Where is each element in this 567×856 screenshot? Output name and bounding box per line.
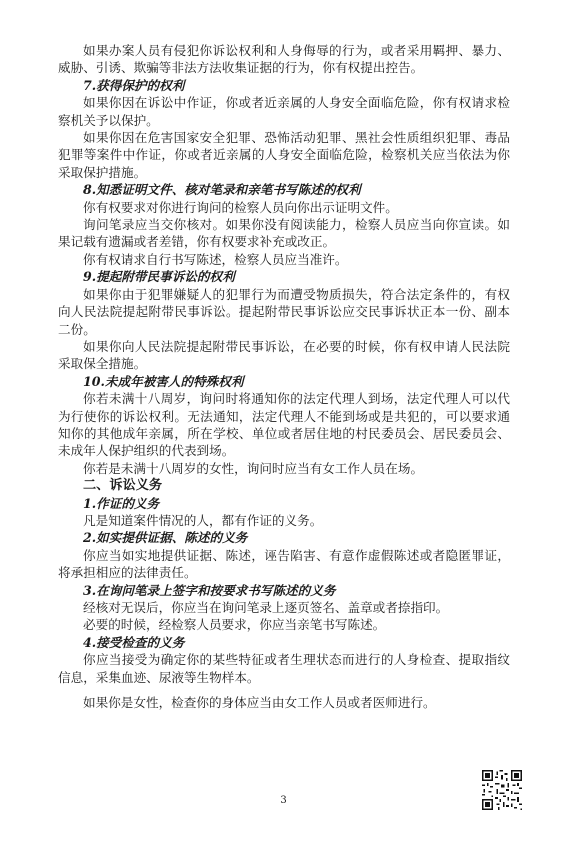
document-body <box>58 42 510 711</box>
paragraph: 凡是知道案件情况的人，都有作证的义务。 <box>83 512 323 528</box>
paragraph: 你应当接受为确定你的某些特征或者生理状态而进行的人身检查、提取指纹信息，采集血迹、尿液等生物样本。 <box>58 652 510 685</box>
subsection-heading: 7.获得保护的权利 <box>83 77 185 93</box>
subsection-heading: 4.接受检查的义务 <box>83 634 185 650</box>
subsection-heading: 9.提起附带民事诉讼的权利 <box>83 269 235 285</box>
subsection-heading: 8.知悉证明文件、核对笔录和亲笔书写陈述的权利 <box>83 182 361 198</box>
paragraph: 必要的时候，经检察人员要求，你应当亲笔书写陈述。 <box>83 617 386 633</box>
paragraph: 经核对无误后，你应当在询问笔录上逐页签名、盖章或者捺指印。 <box>83 600 449 615</box>
subsection-heading: 1.作证的义务 <box>83 495 160 511</box>
paragraph: 如果你由于犯罪嫌疑人的犯罪行为而遭受物质损失，符合法定条件的，有权向人民法院提起附带民事诉讼。提起附带民事诉讼应交民事诉状正本一份、副本二份。 <box>58 286 510 337</box>
paragraph: 你有权请求自行书写陈述，检察人员应当准许。 <box>83 251 348 267</box>
paragraph: 如果你因在诉讼中作证，你或者近亲属的人身安全面临危险，你有权请求检察机关予以保护。 <box>58 95 510 128</box>
subsection-heading: 2.如实提供证据、陈述的义务 <box>83 530 248 546</box>
paragraph: 询问笔录应当交你核对。如果你没有阅读能力，检察人员应当向你宣读。如果记载有遗漏或者差错，你有权要求补充或改正。 <box>58 217 510 250</box>
section-heading: 二、诉讼义务 <box>83 478 163 494</box>
page-number: 3 <box>280 795 287 806</box>
paragraph: 你若是未满十八周岁的女性，询问时应当有女工作人员在场。 <box>83 460 424 476</box>
paragraph: 你有权要求对你进行询问的检察人员向你出示证明文件。 <box>83 199 398 215</box>
paragraph: 你应当如实地提供证据、陈述，诬告陷害、有意作虚假陈述或者隐匿罪证，将承担相应的法律责任。 <box>58 547 510 581</box>
paragraph: 如果你向人民法院提起附带民事诉讼，在必要的时候，你有权申请人民法院采取保全措施。 <box>58 338 510 372</box>
paragraph: 你若未满十八周岁，询问时将通知你的法定代理人到场，法定代理人可以代为行使你的诉讼权利。无法通知，法定代理人不能到场或是共犯的，可以要求通知你的其他成年亲属，所在学校、单位或者居住地的村民委员会、居民委员会、未成年人保护组织的代表到场。 <box>58 391 510 459</box>
subsection-heading: 3.在询问笔录上签字和按要求书写陈述的义务 <box>83 582 336 598</box>
subsection-heading: 10.未成年被害人的特殊权利 <box>83 373 244 389</box>
spacer <box>58 686 510 694</box>
paragraph: 如果你是女性，检查你的身体应当由女工作人员或者医师进行。 <box>83 695 436 711</box>
qr-code-icon <box>482 770 522 810</box>
paragraph: 如果办案人员有侵犯你诉讼权利和人身侮辱的行为，或者采用羁押、暴力、威胁、引诱、欺骗等非法方法收集证据的行为，你有权提出控告。 <box>58 43 510 76</box>
paragraph: 如果你因在危害国家安全犯罪、恐怖活动犯罪、黑社会性质组织犯罪、毒品犯罪等案件中作证，你或者近亲属的人身安全面临危险，检察机关应当依法为你采取保护措施。 <box>58 130 510 180</box>
